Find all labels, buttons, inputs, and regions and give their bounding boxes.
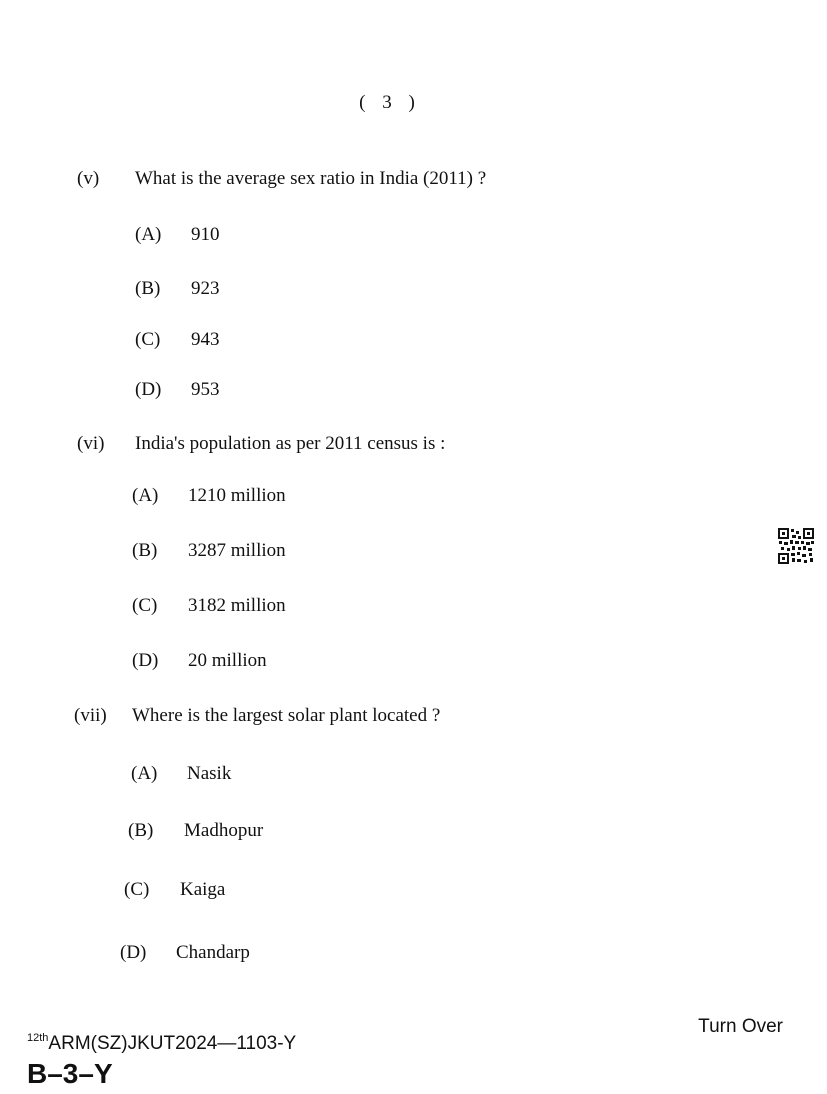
option-label: (A) [132, 485, 159, 506]
question-text: What is the average sex ratio in India (2011) ? [135, 168, 487, 189]
option-text: Nasik [187, 763, 232, 784]
option-text: 943 [191, 329, 220, 350]
option-label: (C) [132, 595, 158, 616]
option-label: (D) [132, 650, 159, 671]
option-vii-c [124, 879, 225, 901]
option-v-d [135, 379, 220, 401]
option-vii-a [131, 763, 231, 785]
option-text: Chandarp [176, 942, 250, 963]
question-number: (v) [77, 168, 100, 189]
option-text: 3287 million [188, 540, 286, 561]
option-text: Madhopur [184, 820, 264, 841]
question-text: India's population as per 2011 census is : [135, 433, 446, 454]
option-vi-d [132, 650, 267, 672]
option-text: 20 million [188, 650, 267, 671]
paper-code-text: ARM(SZ)JKUT2024—1103-Y [48, 1033, 297, 1054]
option-v-a [135, 224, 220, 246]
option-text: 1210 million [188, 485, 286, 506]
question-vii [74, 705, 440, 727]
option-label: (A) [135, 224, 162, 245]
option-label: (C) [135, 329, 161, 350]
paper-code-superscript: 12th [27, 1032, 49, 1044]
qr-code-icon [777, 527, 815, 565]
turn-over-label: Turn Over [698, 1016, 783, 1037]
option-vi-a [132, 485, 286, 507]
option-label: (D) [120, 942, 147, 963]
option-label: (D) [135, 379, 162, 400]
option-vi-b [132, 540, 286, 562]
question-number: (vi) [77, 433, 105, 454]
question-v [77, 168, 486, 190]
question-number: (vii) [74, 705, 107, 726]
option-label: (B) [135, 278, 161, 299]
option-text: Kaiga [180, 879, 226, 900]
set-code: B–3–Y [27, 1058, 113, 1089]
option-label: (A) [131, 763, 158, 784]
question-text: Where is the largest solar plant located ? [132, 705, 441, 726]
option-vii-d [120, 942, 250, 964]
option-text: 953 [191, 379, 220, 400]
page-number: ( 3 ) [359, 92, 421, 113]
option-text: 923 [191, 278, 220, 299]
option-label: (C) [124, 879, 150, 900]
option-text: 3182 million [188, 595, 286, 616]
paper-code [27, 1032, 296, 1055]
option-v-b [135, 278, 220, 300]
option-vi-c [132, 595, 286, 617]
option-v-c [135, 329, 220, 351]
option-text: 910 [191, 224, 220, 245]
option-vii-b [128, 820, 263, 842]
question-vi [77, 433, 445, 455]
option-label: (B) [132, 540, 158, 561]
option-label: (B) [128, 820, 154, 841]
